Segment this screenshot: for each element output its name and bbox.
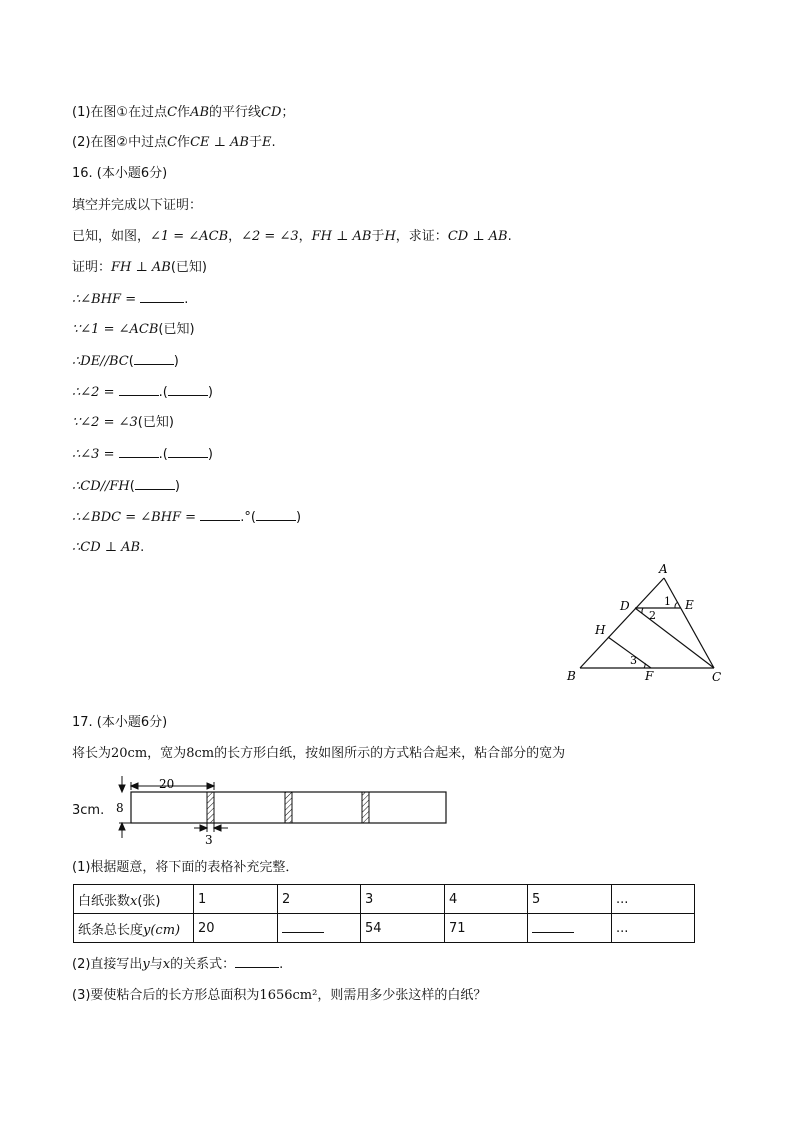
q15-part1: (1)在图①在过点C作AB的平行线CD；: [72, 105, 295, 120]
label-angle-3: 3: [630, 654, 637, 667]
angle-2-arc: [642, 608, 643, 613]
table-cell: ...: [612, 914, 695, 943]
table-row: [74, 914, 695, 943]
proof-step-1: ∴∠BHF = .: [72, 292, 189, 307]
label-f: F: [645, 669, 654, 683]
label-angle-1: 1: [664, 595, 671, 608]
overlap-3: [362, 792, 369, 823]
answer-blank[interactable]: [119, 383, 159, 396]
label-d: D: [620, 599, 630, 613]
q17-part1: (1)根据题意，将下面的表格补充完整．: [72, 860, 299, 875]
q17-intro: 将长为20cm，宽为8cm的长方形白纸，按如图所示的方式粘合起来，粘合部分的宽为: [72, 746, 566, 761]
reason-blank[interactable]: [168, 445, 208, 458]
label-b: B: [567, 669, 576, 683]
q16-header: 16. (本小题6分): [72, 166, 168, 181]
proof-step-6: ∴∠3 = .( ): [72, 447, 213, 462]
side-ab: [580, 578, 664, 668]
table-cell: 54: [361, 914, 445, 943]
overlap-label: 3: [205, 833, 213, 847]
label-h: H: [595, 623, 606, 637]
q16-given: 已知，如图，∠1 = ∠ACB，∠2 = ∠3，FH ⊥ AB于H，求证：CD ⊥ AB.: [72, 229, 512, 244]
q16-intro: 填空并完成以下证明：: [72, 198, 203, 213]
width-label: 8: [116, 801, 124, 815]
label-c: C: [712, 670, 722, 684]
answer-blank[interactable]: [235, 955, 279, 968]
proof-step-0: 证明：FH ⊥ AB(已知): [72, 260, 207, 275]
table-cell-blank[interactable]: [528, 914, 612, 943]
q15-part2: (2)在图②中过点C作CE ⊥ AB于E.: [72, 135, 276, 150]
answer-blank[interactable]: [119, 445, 159, 458]
q17-overlap: 3cm.: [72, 803, 105, 818]
table-row: [74, 885, 695, 914]
segment-dc: [635, 608, 714, 668]
q17-header: 17. (本小题6分): [72, 715, 168, 730]
table-cell: 3: [361, 885, 445, 914]
reason-blank[interactable]: [168, 383, 208, 396]
table-cell: 4: [445, 885, 528, 914]
side-ac: [664, 578, 714, 668]
length-label: 20: [159, 777, 175, 791]
row-header: 纸条总长度y(cm): [74, 914, 194, 943]
q17-part3: (3)要使粘合后的长方形总面积为1656cm²，则需用多少张这样的白纸？: [72, 988, 487, 1003]
proof-step-5: ∵∠2 = ∠3(已知): [72, 415, 174, 430]
circled-1: ①: [116, 105, 129, 120]
answer-blank[interactable]: [200, 508, 240, 521]
data-table: [73, 884, 695, 943]
table-cell: 2: [278, 885, 361, 914]
proof-step-2: ∵∠1 = ∠ACB(已知): [72, 322, 195, 337]
table-cell: 5: [528, 885, 612, 914]
proof-step-7: ∴CD//FH( ): [72, 479, 180, 494]
overlap-1: [207, 792, 214, 823]
overlap-2: [285, 792, 292, 823]
reason-blank[interactable]: [135, 477, 175, 490]
proof-step-9: ∴CD ⊥ AB.: [72, 540, 145, 555]
triangle-figure: [560, 560, 730, 688]
label-e: E: [685, 598, 694, 612]
label-a: A: [659, 562, 668, 576]
table-cell: 20: [194, 914, 278, 943]
reason-blank[interactable]: [134, 352, 174, 365]
table-cell: 1: [194, 885, 278, 914]
proof-step-3: ∴DE//BC( ): [72, 354, 179, 369]
row-header: 白纸张数x(张): [74, 885, 194, 914]
q17-part2: (2)直接写出y与x的关系式： .: [72, 957, 284, 972]
label-angle-2: 2: [649, 609, 656, 622]
proof-step-8: ∴∠BDC = ∠BHF = .°( ): [72, 510, 302, 525]
reason-blank[interactable]: [256, 508, 296, 521]
answer-blank[interactable]: [140, 290, 184, 303]
paper-strip-figure: [110, 770, 455, 848]
table-cell-blank[interactable]: [278, 914, 361, 943]
table-cell: ...: [612, 885, 695, 914]
circled-2: ②: [116, 135, 129, 150]
proof-step-4: ∴∠2 = .( ): [72, 385, 213, 400]
table-cell: 71: [445, 914, 528, 943]
